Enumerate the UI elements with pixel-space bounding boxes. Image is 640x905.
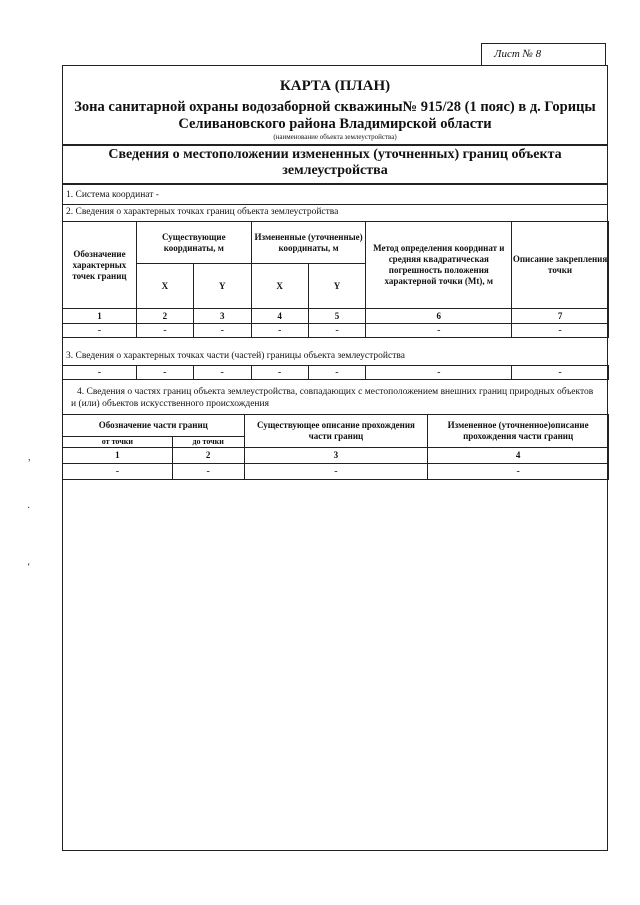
document-subtitle: Зона санитарной охраны водозаборной скважины№ 915/28 (1 пояс) в д. Горицы Селивановского района Владимирской области (74, 99, 596, 132)
table-cell: - (63, 464, 173, 480)
table-cell: - (193, 324, 251, 338)
table-cell: - (366, 366, 512, 380)
table-cell: - (136, 366, 193, 380)
from-point-label: от точки (101, 439, 133, 446)
section-title: Сведения о местоположении измененных (уточненных) границ объекта землеустройства (108, 147, 562, 178)
col-method: Метод определения координат и средняя квадратическая погрешность положения характерной точки (Mt), м (366, 222, 512, 309)
column-number: 3 (193, 309, 251, 324)
table-cell: - (63, 366, 137, 380)
points-table (62, 221, 609, 338)
section4-text: 4. Сведения о частях границ объекта землеустройства, совпадающих с местоположением внешних границ природных объектов и (или) объектов искусственного происхождения (71, 387, 594, 409)
coordinate-system: 1. Система координат - (66, 190, 159, 200)
col-changed-description: Измененное (уточненное)описание прохождения части границ (428, 415, 609, 448)
table-cell: - (244, 464, 428, 480)
table-cell: - (308, 324, 366, 338)
col-to-point (172, 437, 244, 448)
column-numbers-row (63, 309, 609, 324)
table-cell: - (63, 324, 137, 338)
boundary-parts-table (62, 414, 609, 480)
table-cell: - (512, 324, 609, 338)
scan-mark: ‘ (27, 562, 31, 573)
table-cell: - (251, 366, 308, 380)
column-number: 7 (512, 309, 609, 324)
col-x: X (251, 264, 308, 309)
table-cell: - (172, 464, 244, 480)
table-cell: - (251, 324, 308, 338)
column-number: 6 (366, 309, 512, 324)
col-y: Y (193, 264, 251, 309)
col-from-point (63, 437, 173, 448)
column-number: 2 (136, 309, 193, 324)
document-title: КАРТА (ПЛАН) (279, 78, 391, 94)
column-number: 1 (63, 309, 137, 324)
col-part-designation: Обозначение части границ (63, 415, 245, 437)
scan-mark: · (27, 503, 31, 514)
sheet-number: Лист № 8 (494, 48, 542, 60)
divider (63, 204, 607, 205)
column-number: 4 (251, 309, 308, 324)
table-cell: - (512, 366, 609, 380)
parts-heading: 3. Сведения о характерных точках части (частей) границы объекта землеустройства (66, 351, 405, 361)
column-number: 3 (244, 448, 428, 464)
column-numbers-row (63, 448, 609, 464)
object-caption: (наименование объекта землеустройства) (273, 133, 397, 141)
document-frame (62, 65, 608, 851)
divider (63, 144, 607, 146)
table-row (63, 366, 609, 380)
table-row (63, 464, 609, 480)
column-number: 2 (172, 448, 244, 464)
table-cell: - (136, 324, 193, 338)
sheet-number-box (481, 43, 606, 65)
col-designation: Обозначение характерных точек границ (63, 222, 137, 309)
col-x: X (136, 264, 193, 309)
to-point-label: до точки (192, 439, 224, 446)
col-changed-coords: Измененные (уточненные) координаты, м (251, 222, 366, 264)
col-existing-coords: Существующие координаты, м (136, 222, 251, 264)
column-number: 1 (63, 448, 173, 464)
table-cell: - (366, 324, 512, 338)
table-cell: - (308, 366, 366, 380)
col-y: Y (308, 264, 366, 309)
table-cell: - (193, 366, 251, 380)
table-row (63, 324, 609, 338)
scan-mark: , (28, 452, 31, 463)
parts-table (62, 365, 609, 380)
col-description: Описание закрепления точки (512, 222, 609, 309)
col-existing-description: Существующее описание прохождения части границ (244, 415, 428, 448)
column-number: 5 (308, 309, 366, 324)
points-heading: 2. Сведения о характерных точках границ объекта землеустройства (66, 207, 339, 217)
column-number: 4 (428, 448, 609, 464)
table-cell: - (428, 464, 609, 480)
divider (63, 183, 607, 185)
